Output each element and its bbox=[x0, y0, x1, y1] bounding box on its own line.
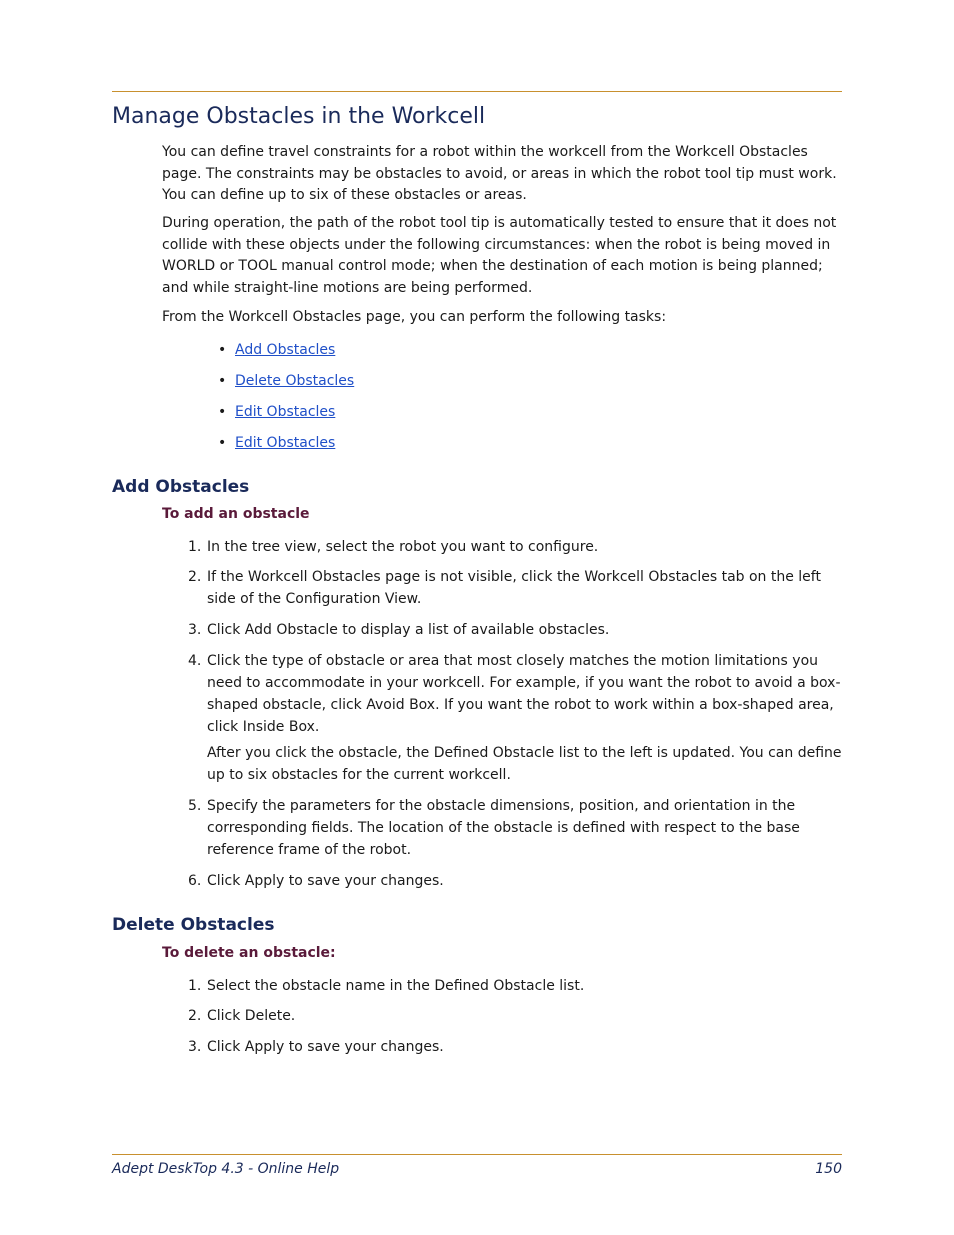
link-add-obstacles[interactable]: Add Obstacles bbox=[235, 342, 336, 358]
step-text: Click Add Obstacle to display a list of available obstacles. bbox=[207, 622, 610, 638]
step-item bbox=[188, 536, 842, 558]
step-text: Click Delete. bbox=[207, 1008, 296, 1024]
footer-title: Adept DeskTop 4.3 - Online Help bbox=[112, 1161, 340, 1177]
footer-rule bbox=[112, 1154, 842, 1155]
page-number: 150 bbox=[815, 1161, 842, 1177]
bullet-icon: • bbox=[218, 342, 227, 358]
step-item bbox=[188, 619, 842, 641]
step-number: 4. bbox=[188, 653, 202, 669]
intro-paragraph-3: From the Workcell Obstacles page, you can perform the following tasks: bbox=[162, 309, 667, 325]
link-edit-obstacles[interactable]: Edit Obstacles bbox=[235, 404, 336, 420]
section-heading-add: Add Obstacles bbox=[112, 477, 250, 497]
list-item bbox=[218, 340, 335, 360]
step-text: Select the obstacle name in the Defined Obstacle list. bbox=[207, 978, 585, 994]
step-number: 2. bbox=[188, 1008, 202, 1024]
page-title: Manage Obstacles in the Workcell bbox=[112, 104, 486, 129]
step-number: 3. bbox=[188, 622, 202, 638]
procedure-heading-add: To add an obstacle bbox=[162, 506, 310, 522]
step-item bbox=[188, 870, 842, 892]
step-item bbox=[188, 1036, 842, 1058]
step-text: In the tree view, select the robot you want to configure. bbox=[207, 539, 599, 555]
intro-paragraph-2: During operation, the path of the robot tool tip is automatically tested to ensure that it does not collide with these objects under the following circumstances: when the robot is being moved in WORLD or TOOL manual control mode; when the destination of each motion is being planned; and while straight-line motions are being performed. bbox=[162, 215, 837, 296]
list-item bbox=[218, 371, 354, 391]
step-item bbox=[188, 1005, 842, 1027]
procedure-heading-delete: To delete an obstacle: bbox=[162, 945, 336, 961]
header-rule bbox=[112, 91, 842, 92]
step-number: 1. bbox=[188, 539, 202, 555]
step-number: 1. bbox=[188, 978, 202, 994]
section-heading-delete: Delete Obstacles bbox=[112, 915, 275, 935]
list-item bbox=[218, 433, 335, 453]
step-text: Click the type of obstacle or area that most closely matches the motion limitations you need to accommodate in your workcell. For example, if you want the robot to avoid a box-shaped obstacle, click Avoid Box. If you want the robot to work within a box-shaped area, click Inside Box. bbox=[207, 653, 841, 735]
bullet-icon: • bbox=[218, 373, 227, 389]
step-note: After you click the obstacle, the Defined Obstacle list to the left is updated. You can define up to six obstacles for the current workcell. bbox=[207, 745, 842, 783]
step-number: 5. bbox=[188, 798, 202, 814]
step-text: Click Apply to save your changes. bbox=[207, 873, 444, 889]
step-item bbox=[188, 566, 842, 607]
step-text: If the Workcell Obstacles page is not visible, click the Workcell Obstacles tab on the left side of the Configuration View. bbox=[207, 569, 821, 607]
list-item bbox=[218, 402, 335, 422]
link-delete-obstacles[interactable]: Delete Obstacles bbox=[235, 373, 355, 389]
bullet-icon: • bbox=[218, 435, 227, 451]
step-item bbox=[188, 650, 842, 735]
link-edit-obstacles-2[interactable]: Edit Obstacles bbox=[235, 435, 336, 451]
step-number: 3. bbox=[188, 1039, 202, 1055]
step-number: 2. bbox=[188, 569, 202, 585]
step-item bbox=[188, 975, 842, 997]
step-text: Specify the parameters for the obstacle dimensions, position, and orientation in the corresponding fields. The location of the obstacle is defined with respect to the base reference frame of the robot. bbox=[207, 798, 800, 858]
step-item bbox=[188, 795, 842, 858]
bullet-icon: • bbox=[218, 404, 227, 420]
step-number: 6. bbox=[188, 873, 202, 889]
step-text: Click Apply to save your changes. bbox=[207, 1039, 444, 1055]
intro-paragraph-1: You can define travel constraints for a robot within the workcell from the Workcell Obstacles page. The constraints may be obstacles to avoid, or areas in which the robot tool tip must work. You can define up to six of these obstacles or areas. bbox=[162, 144, 837, 203]
